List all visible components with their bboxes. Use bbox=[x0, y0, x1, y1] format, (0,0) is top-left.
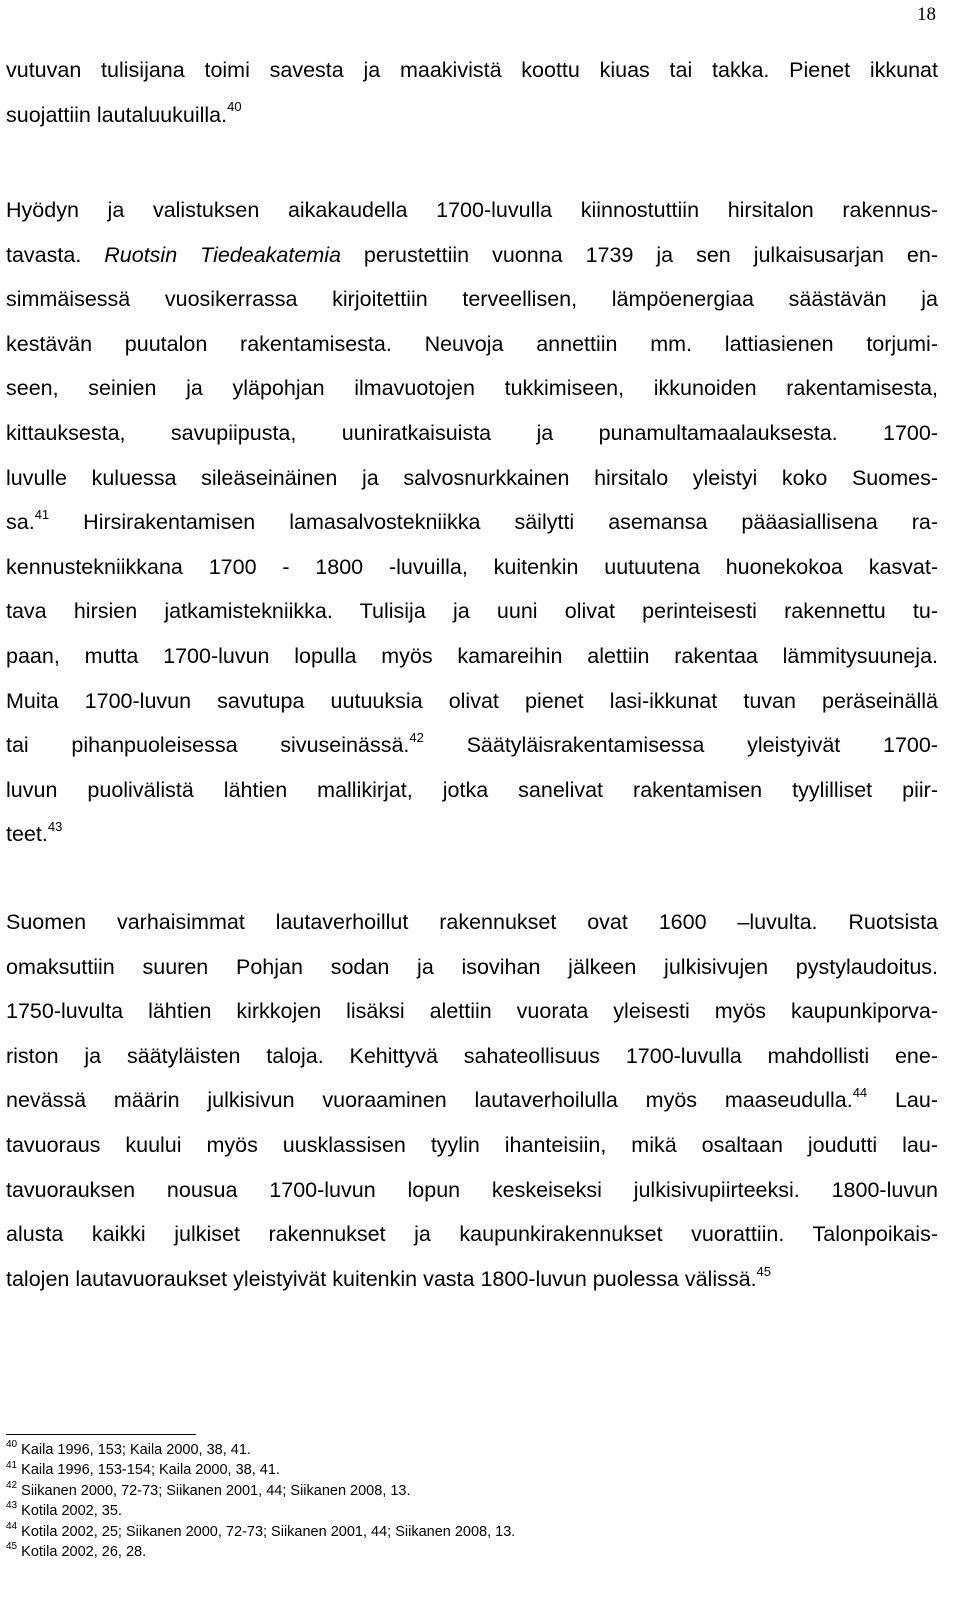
text-line bbox=[6, 768, 938, 813]
text-line bbox=[6, 545, 938, 590]
text-line bbox=[6, 1078, 938, 1123]
footnote-number: 42 bbox=[6, 1479, 18, 1491]
text-line bbox=[6, 1168, 938, 1213]
text-line bbox=[6, 277, 938, 322]
paragraph-3 bbox=[6, 900, 938, 1301]
text-line bbox=[6, 1123, 938, 1168]
footnote-item bbox=[6, 1460, 906, 1480]
footnote-number: 45 bbox=[6, 1541, 18, 1553]
text-run: luvulle kuluessa sileäseinäinen ja salvosnurkkainen hirsitalo yleistyi koko Suomes- bbox=[6, 465, 938, 490]
footnote-number: 40 bbox=[6, 1439, 18, 1451]
footnote-text: Kaila 1996, 153; Kaila 2000, 38, 41. bbox=[17, 1442, 251, 1458]
text-run: Hirsirakentamisen lamasalvostekniikka säilytti asemansa pääasiallisena ra- bbox=[49, 510, 938, 535]
footnote-text: Kotila 2002, 25; Siikanen 2000, 72-73; Siikanen 2001, 44; Siikanen 2008, 13. bbox=[17, 1523, 516, 1540]
text-run: Säätyläisrakentamisessa yleistyivät 1700- bbox=[423, 733, 938, 758]
text-run: sa. bbox=[6, 510, 35, 535]
text-run: perustettiin vuonna 1739 ja sen julkaisusarjan en- bbox=[340, 242, 939, 267]
text-run: tai pihanpuoleisessa sivuseinässä. bbox=[6, 733, 410, 758]
text-line bbox=[6, 1212, 938, 1257]
text-line bbox=[6, 812, 938, 857]
text-line bbox=[6, 589, 938, 634]
footnote-ref: 44 bbox=[852, 1085, 868, 1101]
text-run: tava hirsien jatkamistekniikka. Tulisija ja uuni olivat perinteisesti rakennettu tu- bbox=[6, 599, 938, 624]
footnote-item bbox=[6, 1440, 906, 1460]
text-line bbox=[6, 322, 938, 367]
footnote-text: Kotila 2002, 26, 28. bbox=[17, 1544, 147, 1561]
footnote-number: 41 bbox=[6, 1459, 18, 1471]
footnote-ref: 43 bbox=[47, 819, 63, 835]
text-line bbox=[6, 188, 938, 233]
text-run: suojattiin lautaluukuilla. bbox=[6, 102, 228, 127]
text-line bbox=[6, 900, 938, 945]
text-line bbox=[6, 233, 938, 278]
text-line bbox=[6, 500, 938, 545]
footnote-text: Kotila 2002, 35. bbox=[17, 1503, 122, 1520]
text-run: teet. bbox=[6, 822, 48, 847]
text-line bbox=[6, 93, 938, 138]
footnotes bbox=[6, 1440, 906, 1562]
text-run: kittauksesta, savupiipusta, uuniratkaisuista ja punamultamaalauksesta. 1700- bbox=[6, 420, 938, 445]
footnote-item bbox=[6, 1522, 906, 1542]
text-run: tavuoraus kuului myös uusklassisen tyylin ihanteisiin, mikä osaltaan joudutti lau- bbox=[6, 1132, 938, 1157]
footnote-ref: 40 bbox=[227, 99, 242, 115]
footnote-separator bbox=[6, 1434, 196, 1435]
footnote-ref: 41 bbox=[34, 507, 50, 522]
paragraph-2 bbox=[6, 188, 938, 857]
text-line bbox=[6, 945, 938, 990]
footnote-ref: 45 bbox=[756, 1263, 772, 1279]
text-run: talojen lautavuoraukset yleistyivät kuitenkin vasta 1800-luvun puolessa välissä. bbox=[6, 1266, 757, 1291]
text-run: tavuorauksen nousua 1700-luvun lopun keskeiseksi julkisivupiirteeksi. 1800-luvun bbox=[6, 1177, 938, 1202]
footnote-item bbox=[6, 1501, 906, 1521]
text-line bbox=[6, 634, 938, 679]
footnote-ref: 42 bbox=[409, 729, 424, 745]
paragraph-1 bbox=[6, 48, 938, 137]
text-line bbox=[6, 723, 938, 768]
text-run: paan, mutta 1700-luvun lopulla myös kamareihin alettiin rakentaa lämmitysuuneja. bbox=[6, 643, 938, 668]
text-run: alusta kaikki julkiset rakennukset ja kaupunkirakennukset vuorattiin. Talonpoikais- bbox=[6, 1222, 938, 1247]
text-run: Muita 1700-luvun savutupa uutuuksia olivat pienet lasi-ikkunat tuvan peräseinällä bbox=[6, 688, 938, 713]
footnote-text: Siikanen 2000, 72-73; Siikanen 2001, 44; Siikanen 2008, 13. bbox=[17, 1482, 411, 1499]
text-line bbox=[6, 1257, 938, 1302]
text-run: simmäisessä vuosikerrassa kirjoitettiin terveellisen, lämpöenergiaa säästävän ja bbox=[6, 287, 938, 312]
text-run: 1750-luvulta lähtien kirkkojen lisäksi alettiin vuorata yleisesti myös kaupunkiporva- bbox=[6, 999, 938, 1024]
text-run: seen, seinien ja yläpohjan ilmavuotojen tukkimiseen, ikkunoiden rakentamisesta, bbox=[6, 376, 938, 401]
text-line bbox=[6, 411, 938, 456]
text-run: tavasta. bbox=[6, 242, 105, 267]
text-line bbox=[6, 989, 938, 1034]
text-run: Suomen varhaisimmat lautaverhoillut rakennukset ovat 1600 –luvulta. Ruotsista bbox=[6, 910, 938, 934]
text-run: kestävän puutalon rakentamisesta. Neuvoja annettiin mm. lattiasienen torjumi- bbox=[6, 331, 938, 356]
footnote-item bbox=[6, 1481, 906, 1501]
text-line bbox=[6, 456, 938, 501]
text-run: kennustekniikkana 1700 - 1800 -luvuilla, kuitenkin uutuutena huonekokoa kasvat- bbox=[6, 554, 938, 579]
text-line bbox=[6, 1034, 938, 1079]
footnote-item bbox=[6, 1542, 906, 1562]
footnote-number: 44 bbox=[6, 1520, 18, 1532]
italic-text: Ruotsin Tiedeakatemia bbox=[104, 242, 341, 267]
text-run: nevässä määrin julkisivun vuoraaminen lautaverhoilulla myös maaseudulla. bbox=[6, 1088, 853, 1113]
text-run: Lau- bbox=[867, 1088, 938, 1113]
footnote-number: 43 bbox=[6, 1500, 18, 1512]
text-run: omaksuttiin suuren Pohjan sodan ja isovihan jälkeen julkisivujen pystylaudoitus. bbox=[6, 954, 938, 979]
text-line bbox=[6, 366, 938, 411]
text-run: Hyödyn ja valistuksen aikakaudella 1700-luvulla kiinnostuttiin hirsitalon rakennus- bbox=[6, 198, 938, 222]
text-run: riston ja säätyläisten taloja. Kehittyvä sahateollisuus 1700-luvulla mahdollisti ene- bbox=[6, 1043, 938, 1068]
text-line bbox=[6, 48, 938, 93]
text-line bbox=[6, 679, 938, 724]
page-number: 18 bbox=[917, 4, 936, 25]
text-run: vutuvan tulisijana toimi savesta ja maakivistä koottu kiuas tai takka. Pienet ikkunat bbox=[6, 58, 938, 82]
text-run: luvun puolivälistä lähtien mallikirjat, jotka sanelivat rakentamisen tyylilliset piir- bbox=[6, 777, 938, 802]
footnote-text: Kaila 1996, 153-154; Kaila 2000, 38, 41. bbox=[17, 1462, 280, 1479]
